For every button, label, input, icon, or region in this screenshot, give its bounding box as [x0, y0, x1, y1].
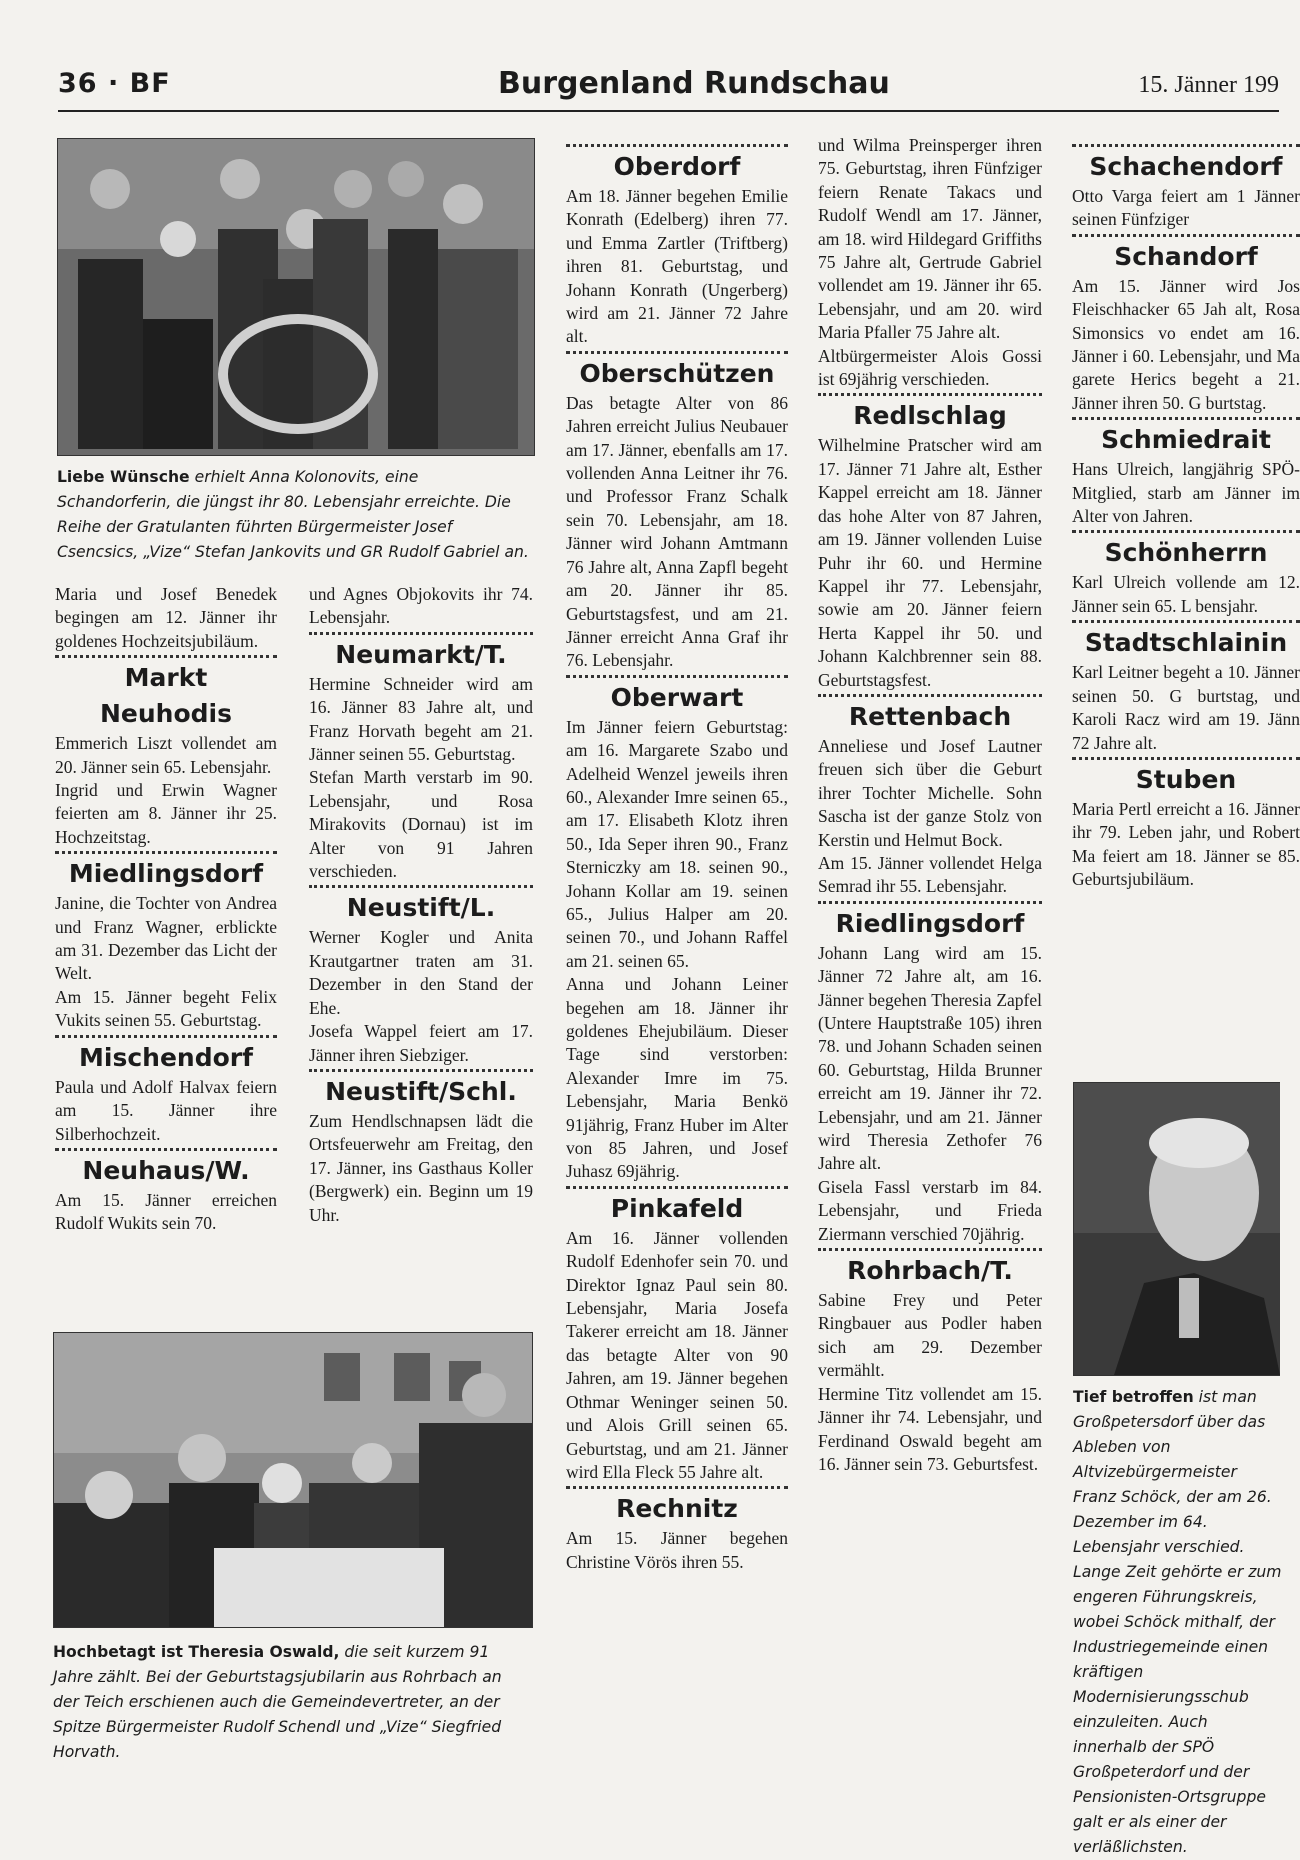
heading-neuhaus: Neuhaus/W. [55, 1148, 277, 1189]
article-oberdorf: Am 18. Jänner begehen Emilie Konrath (Edelberg) ihren 77. und Emma Zartler (Triftberg) ihren 81. Geburtstag, und Johann Konrath (Ungerberg) wird am 21. Jänner 72 Jahre alt. [566, 186, 788, 347]
caption-oswald-lead: Hochbetagt ist Theresia Oswald, [53, 1643, 340, 1661]
article-rechnitz: Am 15. Jänner begehen Christine Vörös ihren 55. [566, 1528, 788, 1572]
caption-oswald-text: die seit kurzem 91 Jahre zählt. Bei der Geburtstagsjubilarin aus Rohrbach an der Teich erschienen auch die Gemeindevertreter, an der Spitze Bürgermeister Rudolf Schendl und „Vize“ Siegfried Horvath. [53, 1643, 502, 1761]
column-1 [55, 583, 277, 1236]
newspaper-title: Burgenland Rundschau [498, 66, 890, 101]
column-5 [1072, 142, 1300, 892]
heading-schmiedrait: Schmiedrait [1072, 417, 1300, 458]
heading-miedlingsdorf: Miedlingsdorf [55, 851, 277, 892]
article-stuben: Maria Pertl erreicht a 16. Jänner ihr 79. Leben jahr, und Robert Ma feiert am 18. Jänner se 85. Geburtsjubiläum. [1072, 798, 1300, 890]
article-rohrbach-1: Sabine Frey und Peter Ringbauer aus Podler haben sich am 29. Dezember vermählt. [818, 1290, 1042, 1381]
article-neumarkt-2: Stefan Marth verstarb im 90. Lebensjahr, und Rosa Mirakovits (Dornau) ist im Alter von 91 Jahren verschieden. [309, 767, 533, 882]
heading-schandorf: Schandorf [1072, 234, 1300, 275]
heading-oberwart: Oberwart [566, 675, 788, 716]
article-rettenbach-2: Am 15. Jänner vollendet Helga Semrad ihr 55. Lebensjahr. [818, 852, 1042, 897]
heading-redlschlag: Redlschlag [818, 393, 1042, 434]
photo-kolonovits [57, 138, 535, 456]
caption-schoeck-lead: Tief betroffen [1073, 1388, 1194, 1406]
article-preinsperger: und Wilma Preinsperger ihren 75. Geburtstag, ihren Fünfziger feiern Renate Takacs und Rudolf Wendl am 17. Jänner, am 18. wird Hildegard Griffiths 75 Jahre alt, Gertrude Gabriel vollendet am 19. Jänner ihr 65. Lebensjahr, und am 20. wird Maria Pfaller 75 Jahre alt. [818, 135, 1042, 343]
article-schmiedrait: Hans Ulreich, langjährig SPÖ-Mitglied, starb am Jänner im Alter von Jahren. [1072, 459, 1300, 527]
article-riedlingsdorf-2: Gisela Fassl verstarb im 84. Lebensjahr, und Frieda Ziermann verschied 70jährig. [818, 1176, 1042, 1244]
article-oberwart-2: Anna und Johann Leiner begehen am 18. Jänner ihr goldenes Ehejubiläum. Dieser Tage sind verstorben: Alexander Imre im 75. Lebensjahr, Maria Benkö 91jährig, Franz Huber im Alter von 85 Jahren, und Josef Juhasz 69jährig. [566, 974, 788, 1182]
caption-oswald [53, 1640, 531, 1765]
page-number: 36 · BF [58, 68, 171, 99]
article-mischendorf: Paula und Adolf Halvax feiern am 15. Jänner ihre Silberhochzeit. [55, 1076, 277, 1144]
article-markt-neuhodis-1: Emmerich Liszt vollendet am 20. Jänner sein 65. Lebensjahr. [55, 733, 277, 777]
photo-schoeck [1073, 1082, 1280, 1376]
article-neustift-l-2: Josefa Wappel feiert am 17. Jänner ihren Siebziger. [309, 1021, 533, 1065]
heading-pinkafeld: Pinkafeld [566, 1186, 788, 1227]
heading-stadtschlaining: Stadtschlainin [1072, 620, 1300, 661]
photo-oswald [53, 1332, 533, 1628]
article-markt-neuhodis-2: Ingrid und Erwin Wagner feierten am 8. Jänner ihr 25. Hochzeitstag. [55, 780, 277, 847]
article-oberwart-1: Im Jänner feiern Geburtstag: am 16. Margarete Szabo und Adelheid Wenzel jeweils ihren 60., Alexander Imre seinen 65., am 17. Elisabeth Klotz ihren 50., Ida Seper ihren 90., Franz Sterniczky am 18. seinen 90., Johann Kollar am 19. seinen 65., Julius Halper am 20. seinen 70., und Johann Raffel am 21. seinen 65. [566, 716, 788, 971]
article-redlschlag: Wilhelmine Pratscher wird am 17. Jänner 71 Jahre alt, Esther Kappel erreicht am 18. Jänner das hohe Alter von 87 Jahren, am 19. Jänner vollenden Luise Puhr ihr 60. und Hermine Kappel ihr 77. Lebensjahr, sowie am 20. Jänner feiern Herta Kappel ihr 50. und Johann Kalchbrenner sein 88. Geburtstagsfest. [818, 435, 1042, 690]
heading-rechnitz: Rechnitz [566, 1486, 788, 1527]
heading-neustift-schl: Neustift/Schl. [309, 1069, 533, 1110]
article-neustift-l-1: Werner Kogler und Anita Krautgartner traten am 31. Dezember in den Stand der Ehe. [309, 927, 533, 1018]
article-pinkafeld: Am 16. Jänner vollenden Rudolf Edenhofer sein 70. und Direktor Ignaz Paul sein 80. Lebensjahr, Maria Josefa Takerer erreicht am 18. Jänner das betagte Alter von 90 Jahren, am 19. Jänner begehen Othmar Weninger seinen 50. und Alois Grill seinen 65. Geburtstag, und am 21. Jänner wird Ella Fleck 55 Jahre alt. [566, 1227, 788, 1482]
caption-kolonovits-lead: Liebe Wünsche [57, 468, 190, 486]
photo-schoeck-image [1074, 1083, 1280, 1375]
heading-riedlingsdorf: Riedlingsdorf [818, 901, 1042, 942]
heading-schachendorf: Schachendorf [1072, 144, 1300, 185]
heading-rohrbach: Rohrbach/T. [818, 1248, 1042, 1289]
article-miedlingsdorf-1: Janine, die Tochter von Andrea und Franz Wagner, erblickte am 31. Dezember das Licht der Welt. [55, 893, 277, 984]
article-neuhaus: Am 15. Jänner erreichen Rudolf Wukits sein 70. [55, 1189, 277, 1234]
heading-mischendorf: Mischendorf [55, 1035, 277, 1076]
heading-neumarkt: Neumarkt/T. [309, 632, 533, 673]
article-schandorf: Am 15. Jänner wird Jos Fleischhacker 65 Jah alt, Rosa Simonsics vo endet am 16. Jänner i 60. Lebensjahr, und Ma garete Herics begeht a 21. Jänner ihren 50. G burtstag. [1072, 275, 1300, 413]
caption-kolonovits [57, 465, 533, 565]
column-4 [818, 134, 1042, 1476]
heading-neustift-l: Neustift/L. [309, 885, 533, 926]
caption-kolonovits-text: erhielt Anna Kolonovits, eine Schandorferin, die jüngst ihr 80. Lebensjahr erreichte. Die Reihe der Gratulanten führten Bürgermeister Josef Csencsics, „Vize“ Stefan Jankovits und GR Rudolf Gabriel an. [57, 468, 529, 561]
article-neustift-schl: Zum Hendlschnapsen lädt die Ortsfeuerwehr am Freitag, den 17. Jänner, ins Gasthaus Koller (Bergwerk) ein. Beginn um 19 Uhr. [309, 1110, 533, 1225]
article-rettenbach-1: Anneliese und Josef Lautner freuen sich über die Geburt ihrer Tochter Michelle. Sohn Sascha ist der ganze Stolz von Kerstin und Helmut Bock. [818, 735, 1042, 850]
caption-schoeck-text: ist man Großpetersdorf über das Ableben von Altvizebürgermeister Franz Schöck, der am 26. Dezember im 64. Lebensjahr verschied. Lange Zeit gehörte er zum engeren Führungskreis, wobei Schöck mithalf, der Industriegemeinde einen kräftigen Modernisierungsschub einzuleiten. Auch innerhalb der SPÖ Großpeterdorf und der Pensionisten-Ortsgruppe galt er als einer der verläßlichsten. [1073, 1388, 1282, 1856]
caption-schoeck-clip [1073, 1385, 1282, 1856]
heading-oberdorf: Oberdorf [566, 144, 788, 185]
article-neumarkt-1: Hermine Schneider wird am 16. Jänner 83 Jahre alt, und Franz Horvath begeht am 21. Jänner seinen 55. Geburtstag. [309, 673, 533, 765]
article-objokovits: und Agnes Objokovits ihr 74. Lebensjahr. [309, 584, 533, 628]
article-schoenherrn: Karl Ulreich vollende am 12. Jänner sein 65. L bensjahr. [1072, 572, 1300, 616]
caption-schoeck [1073, 1385, 1283, 1860]
page-header [58, 66, 1279, 112]
photo-kolonovits-image [58, 139, 534, 455]
article-miedlingsdorf-2: Am 15. Jänner begeht Felix Vukits seinen 55. Geburtstag. [55, 986, 277, 1031]
heading-stuben: Stuben [1072, 757, 1300, 798]
column-3 [566, 142, 788, 1574]
article-riedlingsdorf-1: Johann Lang wird am 15. Jänner 72 Jahre alt, am 16. Jänner begehen Theresia Zapfel (Untere Hauptstraße 105) ihren 78. und Johann Schaden seinen 60. Geburtstag, Hilda Brunner erreicht am 19. Jänner ihr 72. Lebensjahr, und am 21. Jänner wird Theresia Zethofer 76 Jahre alt. [818, 942, 1042, 1174]
photo-oswald-image [54, 1333, 532, 1627]
article-benedek: Maria und Josef Benedek begingen am 12. Jänner ihr goldenes Hochzeitsjubiläum. [55, 584, 277, 651]
heading-markt-neuhodis: Markt Neuhodis [55, 655, 277, 732]
column-2 [309, 583, 533, 1227]
article-stadtschlaining: Karl Leitner begeht a 10. Jänner seinen 50. G burtstag, und Karoli Racz wird am 19. Jänn 72 Jahre alt. [1072, 662, 1300, 753]
article-rohrbach-2: Hermine Titz vollendet am 15. Jänner ihr 74. Lebensjahr, und Ferdinand Oswald begeht am 16. Jänner sein 73. Geburtsfest. [818, 1383, 1042, 1474]
article-schachendorf: Otto Varga feiert am 1 Jänner seinen Fünfziger [1072, 186, 1300, 230]
issue-date: 15. Jänner 199 [1138, 72, 1279, 98]
article-gossi: Altbürgermeister Alois Gossi ist 69jährig verschieden. [818, 345, 1042, 390]
heading-schoenherrn: Schönherrn [1072, 530, 1300, 571]
heading-oberschuetzen: Oberschützen [566, 351, 788, 392]
column-5-clip [1072, 142, 1300, 1062]
heading-rettenbach: Rettenbach [818, 694, 1042, 735]
article-oberschuetzen: Das betagte Alter von 86 Jahren erreicht Julius Neubauer am 17. Jänner, ebenfalls am 17. vollenden Anna Leitner ihr 76. und Professor Franz Schalk sein 70. Lebensjahr, am 18. Jänner wird Johann Amtmann 76 Jahre alt, Anna Zapfl begeht am 20. Jänner ihr 85. Geburtstagsfest, und am 21. Jänner erreicht Anna Graf ihr 76. Lebensjahr. [566, 392, 788, 671]
